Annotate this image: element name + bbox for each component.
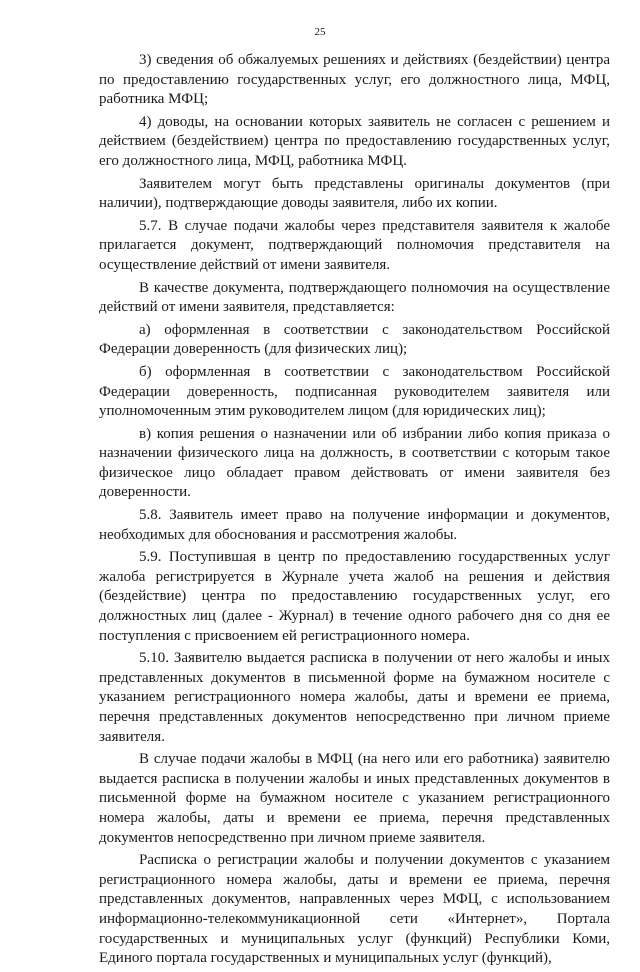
document-body (99, 51, 610, 972)
paragraph-5-8: 5.8. Заявитель имеет право на получение информации и документов, необходимых для обоснования и рассмотрения жалобы. (99, 507, 610, 543)
paragraph-item-a: а) оформленная в соответствии с законодательством Российской Федерации доверенность (для физических лиц); (99, 321, 610, 358)
paragraph-item-b: б) оформленная в соответствии с законодательством Российской Федерации доверенность, подписанная руководителем заявителя или уполномоченным этим руководителем лицом (для юридических лиц); (99, 363, 610, 420)
paragraph-5-10: 5.10. Заявителю выдается расписка в получении от него жалобы и иных представленных документов в письменной форме на бумажном носителе с указанием регистрационного номера жалобы, даты и времени ее приема, перечня представленных документов непосредственно при личном приеме заявителя. (99, 650, 610, 745)
paragraph-5-9: 5.9. Поступившая в центр по предоставлению государственных услуг жалоба регистрируется в Журнале учета жалоб на решения и действия (бездействие) центра по предоставлению государственных услуг, его должностных лиц (далее - Журнал) в течение одного рабочего дня со дня ее поступления с присвоением ей регистрационного номера. (99, 549, 610, 644)
paragraph-item-v: в) копия решения о назначении или об избрании либо копия приказа о назначении физического лица на должность, в соответствии с которым такое физическое лицо обладает правом действовать от имени заявителя без доверенности. (99, 425, 610, 501)
paragraph-mfc-receipt: В случае подачи жалобы в МФЦ (на него или его работника) заявителю выдается расписка в получении жалобы и иных представленных документов в письменной форме на бумажном носителе с указанием регистрационного номера жалобы, даты и времени ее приема, перечня представленных документов непосредственно при личном приеме заявителя. (99, 751, 610, 846)
paragraph-authority-document: В качестве документа, подтверждающего полномочия на осуществление действий от имени заявителя, представляется: (99, 279, 610, 316)
paragraph-5-7: 5.7. В случае подачи жалобы через представителя заявителя к жалобе прилагается документ, подтверждающий полномочия представителя на осуществление действий от имени заявителя. (99, 217, 610, 273)
paragraph-item-4: 4) доводы, на основании которых заявитель не согласен с решением и действием (бездействием) центра по предоставлению государственных услуг, его должностного лица, МФЦ, работника МФЦ. (99, 113, 610, 169)
paragraph-originals: Заявителем могут быть представлены оригиналы документов (при наличии), подтверждающие доводы заявителя, либо их копии. (99, 175, 610, 212)
page-number: 25 (314, 26, 326, 38)
paragraph-registration-receipt: Расписка о регистрации жалобы и получении документов с указанием регистрационного номера жалобы, даты и времени ее приема, перечня представленных документов, направленных через МФЦ, с использованием информационно-телекоммуникационной сети «Интернет», Портала государственных и муниципальных услуг (функций) Республики Коми, Единого портала государственных и муниципальных услуг (функций), (99, 852, 610, 967)
paragraph-item-3: 3) сведения об обжалуемых решениях и действиях (бездействии) центра по предоставлению государственных услуг, его должностного лица, МФЦ, работника МФЦ; (99, 52, 610, 108)
